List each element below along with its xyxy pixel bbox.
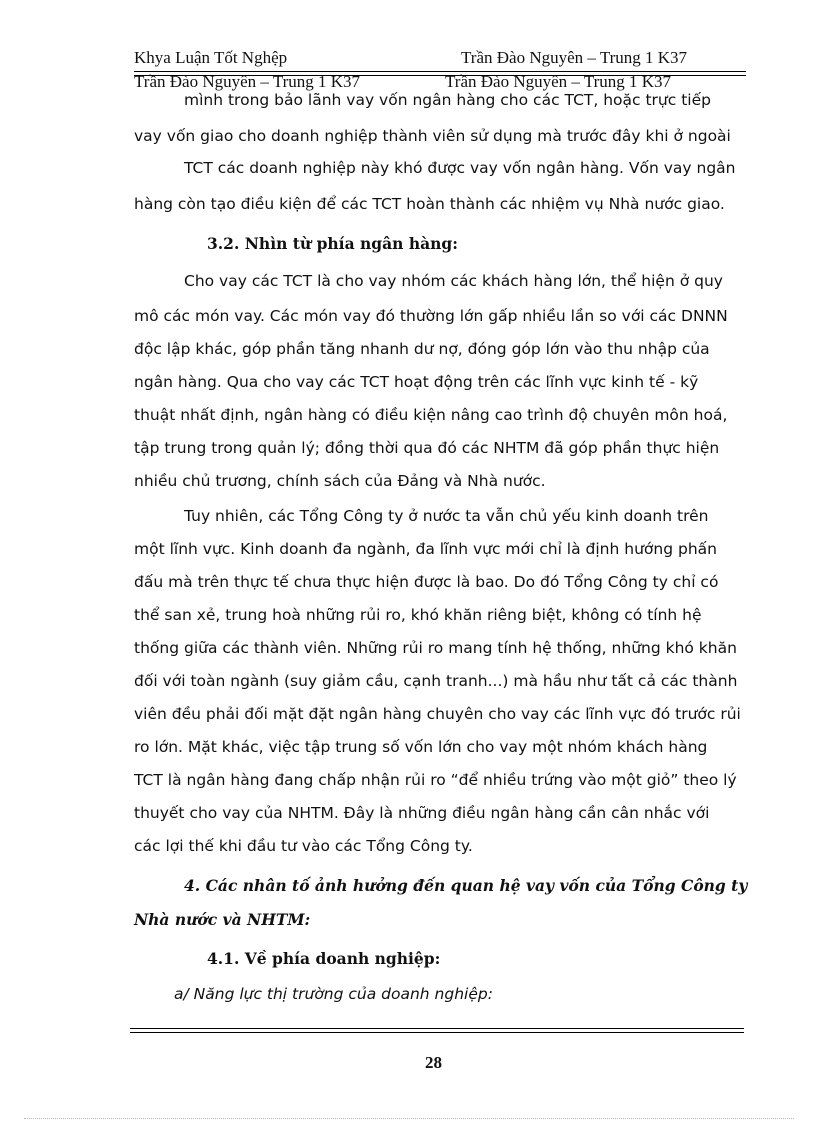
paragraph-line: đối với toàn ngành (suy giảm cầu, cạnh tranh...) mà hầu như tất cả các thành [134, 672, 738, 690]
paragraph-line: vay vốn giao cho doanh nghiệp thành viên sử dụng mà trước đây khi ở ngoài [134, 127, 731, 145]
header-author: Trần Đào Nguyên – Trung 1 K37 [461, 48, 688, 67]
section-heading-4: 4. Các nhân tố ảnh hưởng đến quan hệ vay vốn của Tổng Công ty [184, 876, 748, 895]
paragraph-line: TCT là ngân hàng đang chấp nhận rủi ro “để nhiều trứng vào một giỏ” theo lý [134, 771, 737, 789]
footer-rule-thin [130, 1032, 744, 1033]
header-author-repeat-2: Trần Đào Nguyên – Trung 1 K37 [445, 72, 672, 91]
paragraph-line: thuật nhất định, ngân hàng có điều kiện nâng cao trình độ chuyên môn hoá, [134, 406, 728, 424]
paragraph-line: một lĩnh vực. Kinh doanh đa ngành, đa lĩnh vực mới chỉ là định hướng phấn [134, 540, 717, 558]
section-heading-4-1: 4.1. Về phía doanh nghiệp: [207, 949, 441, 968]
paragraph-line: viên đều phải đối mặt đặt ngân hàng chuyên cho vay các lĩnh vực đó trước rủi [134, 705, 741, 723]
paragraph-line: đấu mà trên thực tế chưa thực hiện được là bao. Do đó Tổng Công ty chỉ có [134, 573, 719, 591]
running-header [134, 48, 746, 72]
paragraph-line: Cho vay các TCT là cho vay nhóm các khách hàng lớn, thể hiện ở quy [184, 272, 723, 290]
subsection-heading-a: a/ Năng lực thị trường của doanh nghiệp: [174, 985, 493, 1003]
section-heading-4-cont: Nhà nước và NHTM: [134, 910, 311, 929]
paragraph-line: tập trung trong quản lý; đồng thời qua đó các NHTM đã góp phần thực hiện [134, 439, 720, 457]
page-edge-divider [24, 1118, 794, 1119]
paragraph-line: TCT các doanh nghiệp này khó được vay vốn ngân hàng. Vốn vay ngân [184, 159, 736, 177]
paragraph-line: mình trong bảo lãnh vay vốn ngân hàng cho các TCT, hoặc trực tiếp [184, 91, 711, 109]
paragraph-line: hàng còn tạo điều kiện để các TCT hoàn thành các nhiệm vụ Nhà nước giao. [134, 195, 725, 213]
paragraph-line: nhiều chủ trương, chính sách của Đảng và Nhà nước. [134, 472, 546, 490]
paragraph-line: thể san xẻ, trung hoà những rủi ro, khó khăn riêng biệt, không có tính hệ [134, 606, 702, 624]
paragraph-line: ro lớn. Mặt khác, việc tập trung số vốn lớn cho vay một nhóm khách hàng [134, 738, 708, 756]
paragraph-line: ngân hàng. Qua cho vay các TCT hoạt động trên các lĩnh vực kinh tế - kỹ [134, 373, 699, 391]
paragraph-line: mô các món vay. Các món vay đó thường lớn gấp nhiều lần so với các DNNN [134, 307, 728, 325]
paragraph-line: thống giữa các thành viên. Những rủi ro mang tính hệ thống, những khó khăn [134, 639, 737, 657]
paragraph-line: các lợi thế khi đầu tư vào các Tổng Công ty. [134, 837, 473, 855]
section-heading-3-2: 3.2. Nhìn từ phía ngân hàng: [207, 234, 458, 253]
header-title: Khya Luận Tốt Nghệp [134, 48, 288, 67]
paragraph-line: độc lập khác, góp phần tăng nhanh dư nợ, đóng góp lớn vào thu nhập của [134, 340, 710, 358]
paragraph-line: thuyết cho vay của NHTM. Đây là những điều ngân hàng cần cân nhắc với [134, 804, 710, 822]
paragraph-line: Tuy nhiên, các Tổng Công ty ở nước ta vẫn chủ yếu kinh doanh trên [184, 507, 709, 525]
header-author-repeat-1: Trần Đào Nguyên – Trung 1 K37 [134, 72, 361, 91]
page-number: 28 [425, 1053, 442, 1072]
footer-rule [130, 1028, 744, 1029]
